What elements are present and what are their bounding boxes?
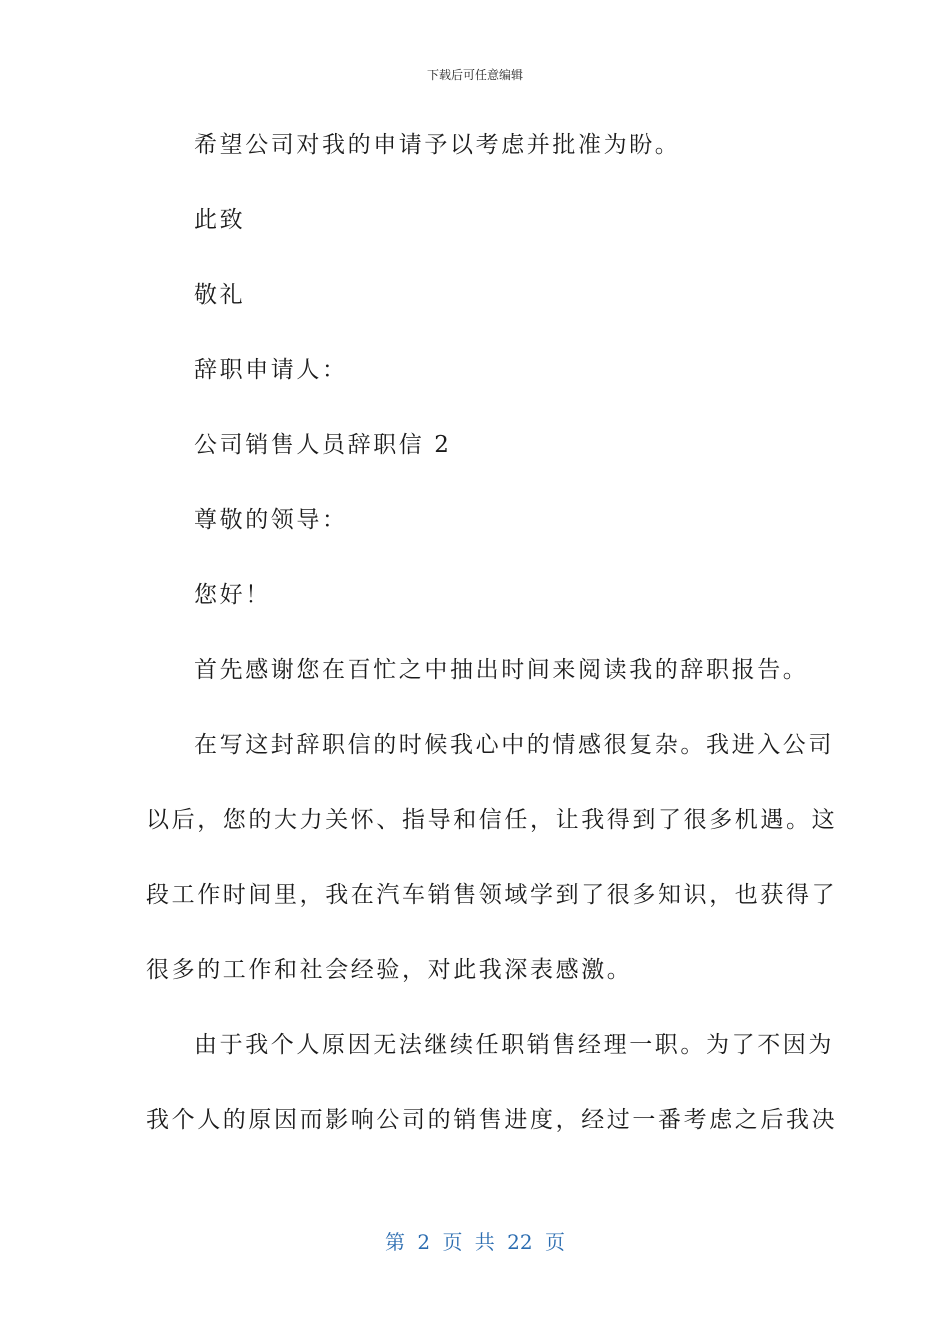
body-line: 由于我个人原因无法继续任职销售经理一职。为了不因为 [194, 1032, 834, 1058]
body-line: 段工作时间里，我在汽车销售领域学到了很多知识，也获得了 [146, 882, 838, 908]
body-line: 很多的工作和社会经验，对此我深表感激。 [146, 957, 633, 983]
body-line: 以后，您的大力关怀、指导和信任，让我得到了很多机遇。这 [146, 807, 838, 833]
body-line: 在写这封辞职信的时候我心中的情感很复杂。我进入公司 [194, 732, 834, 758]
salutation-regards: 敬礼 [194, 282, 246, 308]
letter-greeting: 您好！ [194, 582, 271, 608]
salutation-closing: 此致 [194, 207, 246, 233]
page-header-note: 下载后可任意编辑 [426, 68, 523, 82]
section-title: 公司销售人员辞职信 2 [194, 432, 452, 458]
body-line: 我个人的原因而影响公司的销售进度，经过一番考虑之后我决 [146, 1107, 838, 1133]
body-line: 希望公司对我的申请予以考虑并批准为盼。 [194, 132, 681, 158]
letter-addressee: 尊敬的领导： [194, 507, 348, 533]
body-line: 首先感谢您在百忙之中抽出时间来阅读我的辞职报告。 [194, 657, 809, 683]
page-number-footer: 第 2 页 共 22 页 [385, 1230, 565, 1254]
signature-label: 辞职申请人： [194, 357, 348, 383]
